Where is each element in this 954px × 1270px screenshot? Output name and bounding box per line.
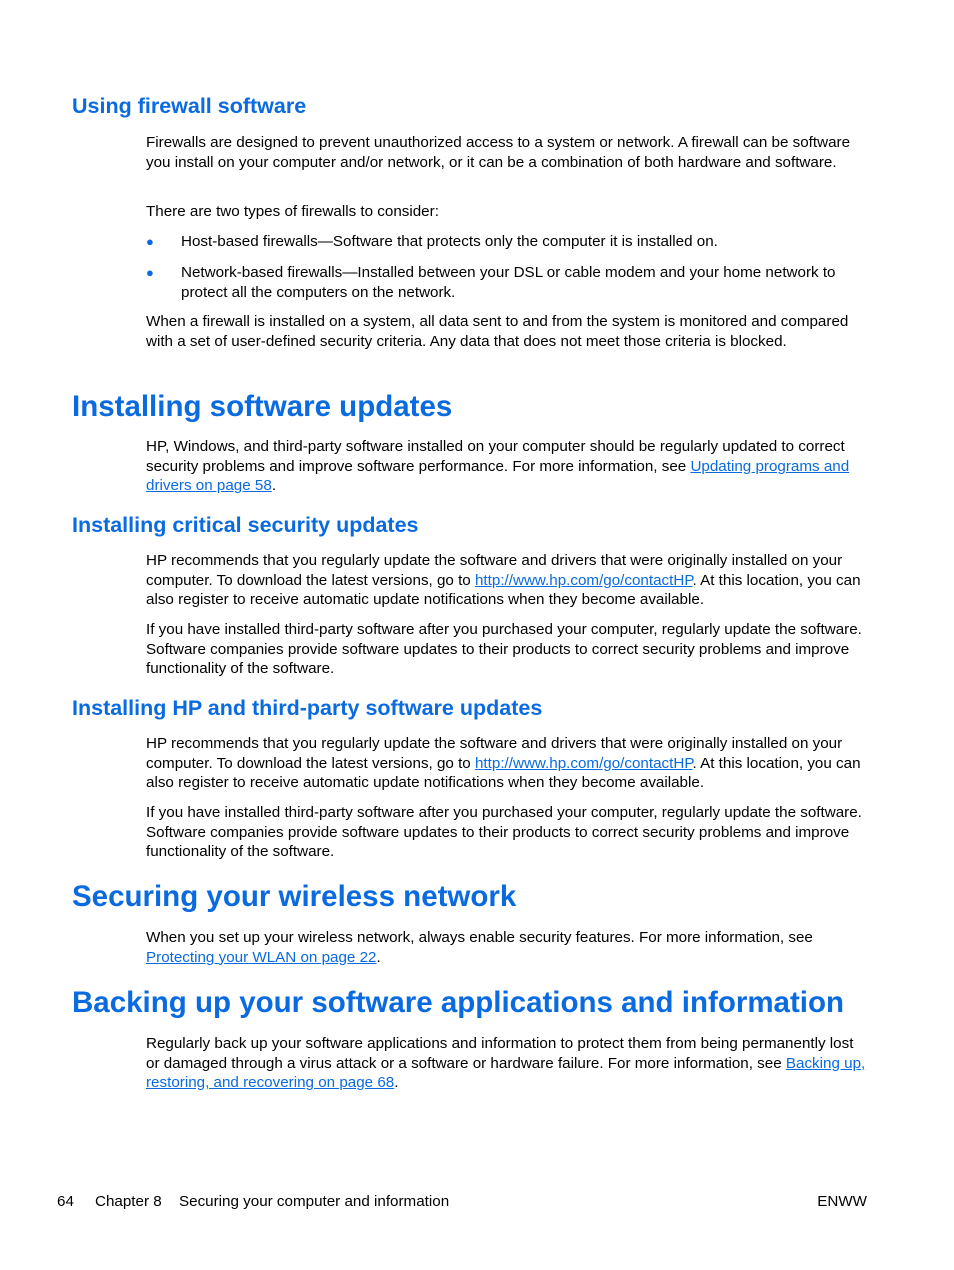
link-contact-hp[interactable]: http://www.hp.com/go/contactHP	[474, 571, 693, 589]
critical-paragraph-2: If you have installed third-party software after you purchased your computer, regularly update the software. Software companies provide software updates to their products to correct security problems and improve functionality of the software.	[146, 621, 862, 677]
bullet-text: Network-based firewalls—Installed between your DSL or cable modem and your home network to protect all the computers on the network.	[181, 264, 836, 301]
hp-third-text-end: . At this location, you can also register to receive automatic update notifications when they become available.	[146, 754, 861, 791]
heading-securing-wireless-network: Securing your wireless network	[72, 880, 517, 913]
critical-paragraph-1	[146, 551, 870, 610]
wireless-paragraph-1	[146, 928, 870, 967]
critical-text: HP recommends that you regularly update the software and drivers that were originally installed on your computer. To download the latest versions, go to	[146, 552, 843, 589]
link-contact-hp[interactable]: http://www.hp.com/go/contactHP	[474, 754, 693, 772]
bullet-dot-icon: ●	[146, 234, 154, 249]
wireless-text-end: .	[376, 948, 381, 966]
wireless-text: When you set up your wireless network, always enable security features. For more information, see	[146, 929, 813, 946]
hp-third-text: HP recommends that you regularly update the software and drivers that were originally installed on your computer. To download the latest versions, go to	[146, 735, 843, 772]
hp-third-paragraph-2: If you have installed third-party software after you purchased your computer, regularly update the software. Software companies provide software updates to their products to correct security problems and improve functionality of the software.	[146, 804, 862, 860]
backup-paragraph-1	[146, 1034, 870, 1093]
heading-backing-up-software: Backing up your software applications and information	[72, 986, 845, 1019]
critical-text-end: . At this location, you can also register to receive automatic update notifications when they become available.	[146, 571, 861, 608]
updates-text: HP, Windows, and third-party software installed on your computer should be regularly updated to correct security problems and improve software performance. For more information, see	[146, 438, 845, 475]
updates-text-end: .	[271, 477, 277, 494]
bullet-dot-icon: ●	[146, 265, 154, 280]
heading-installing-software-updates: Installing software updates	[72, 390, 453, 423]
firewall-paragraph-2: There are two types of firewalls to consider:	[146, 203, 439, 220]
backup-text: Regularly back up your software applications and information to protect them from being permanently lost or damaged through a virus attack or a software or hardware failure. For more information, see	[146, 1035, 854, 1072]
heading-installing-critical-security-updates: Installing critical security updates	[72, 513, 419, 537]
footer-edition: ENWW	[817, 1193, 867, 1210]
footer-chapter: Chapter 8	[95, 1193, 162, 1210]
link-protecting-wlan[interactable]: Protecting your WLAN on page 22	[146, 948, 377, 966]
bullet-text: Host-based firewalls—Software that protects only the computer it is installed on.	[181, 233, 718, 250]
updates-paragraph-1	[146, 437, 870, 496]
hp-third-paragraph-1	[146, 734, 870, 793]
link-updating-programs[interactable]: Updating programs and drivers on page 58	[146, 457, 850, 494]
firewall-paragraph-1: Firewalls are designed to prevent unauthorized access to a system or network. A firewall can be software you install on your computer and/or network, or it can be a combination of both hardware and software.	[146, 134, 851, 171]
backup-text-end: .	[394, 1074, 399, 1091]
page-number: 64	[57, 1193, 74, 1210]
firewall-paragraph-3: When a firewall is installed on a system, all data sent to and from the system is monitored and compared with a set of user-defined security criteria. Any data that does not meet those criteria is blocked.	[146, 313, 849, 350]
footer-chapter-title: Securing your computer and information	[179, 1193, 450, 1210]
heading-using-firewall-software: Using firewall software	[72, 94, 307, 118]
link-backing-up-restoring[interactable]: Backing up, restoring, and recovering on page 68	[146, 1054, 866, 1091]
heading-installing-hp-third-party-updates: Installing HP and third-party software updates	[72, 696, 543, 720]
